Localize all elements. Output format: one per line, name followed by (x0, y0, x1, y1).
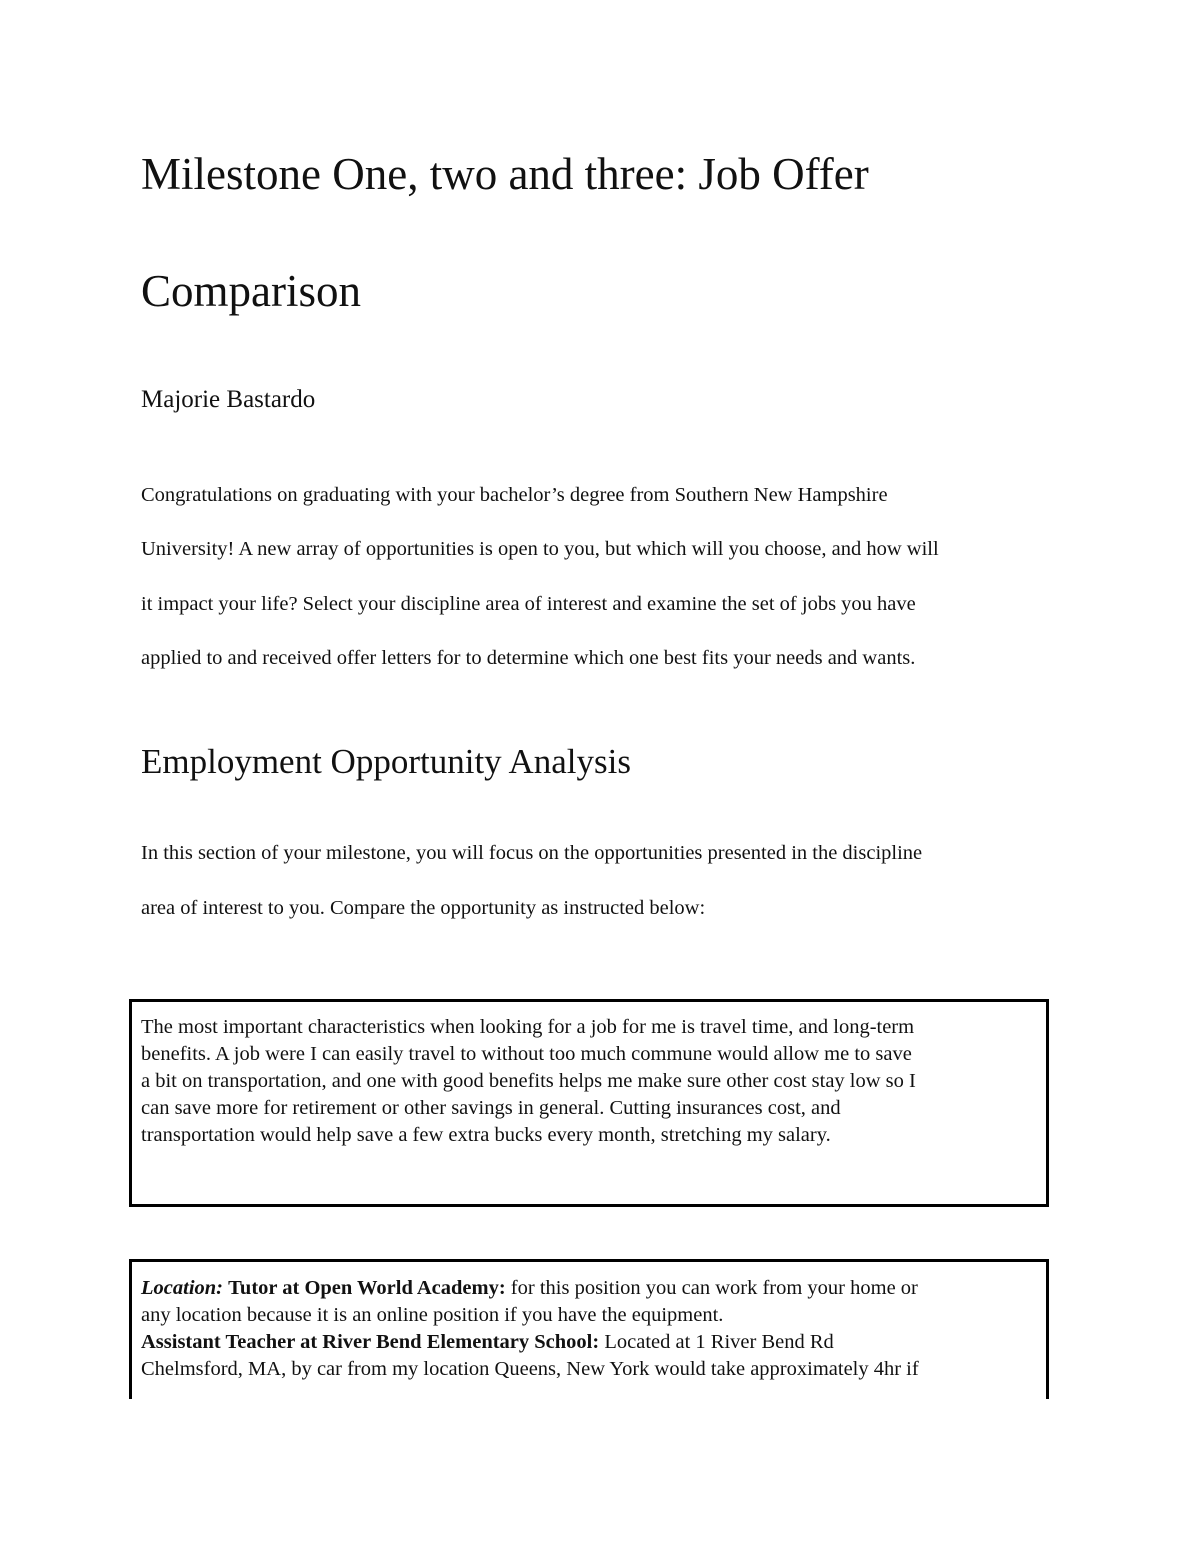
characteristics-text-box (129, 999, 1049, 1207)
location-text-box (129, 1259, 1049, 1399)
job1-text: for this position you can work from your home or (505, 1277, 918, 1299)
document-title-line-1: Milestone One, two and three: Job Offer (141, 149, 869, 199)
characteristics-line: transportation would help save a few extra bucks every month, stretching my salary. (141, 1124, 831, 1146)
intro-line: Congratulations on graduating with your bachelor’s degree from Southern New Hampshire (141, 484, 888, 506)
location-line-4: Chelmsford, MA, by car from my location Queens, New York would take approximately 4hr if (141, 1358, 919, 1380)
characteristics-line: can save more for retirement or other savings in general. Cutting insurances cost, and (141, 1097, 841, 1119)
document-title-line-2: Comparison (141, 266, 361, 316)
location-line-1 (141, 1275, 918, 1302)
intro-line: applied to and received offer letters for to determine which one best fits your needs and wants. (141, 647, 916, 669)
characteristics-line: a bit on transportation, and one with good benefits helps me make sure other cost stay low so I (141, 1070, 916, 1092)
section-heading: Employment Opportunity Analysis (141, 742, 631, 781)
intro-line: it impact your life? Select your discipline area of interest and examine the set of jobs you have (141, 593, 916, 615)
section-line: In this section of your milestone, you will focus on the opportunities presented in the discipline (141, 842, 923, 864)
location-label: Location: (141, 1277, 223, 1299)
location-line-3 (141, 1329, 834, 1356)
job2-text: Located at 1 River Bend Rd (599, 1331, 834, 1353)
location-line-2: any location because it is an online position if you have the equipment. (141, 1304, 724, 1326)
job2-title: Assistant Teacher at River Bend Elementary School: (141, 1331, 600, 1353)
job1-title: Tutor at Open World Academy: (228, 1277, 506, 1299)
author-name: Majorie Bastardo (141, 386, 316, 413)
characteristics-line: benefits. A job were I can easily travel to without too much commune would allow me to save (141, 1043, 912, 1065)
characteristics-line: The most important characteristics when looking for a job for me is travel time, and long-term (141, 1016, 915, 1038)
section-line: area of interest to you. Compare the opportunity as instructed below: (141, 897, 706, 919)
intro-line: University! A new array of opportunities is open to you, but which will you choose, and how will (141, 538, 939, 560)
